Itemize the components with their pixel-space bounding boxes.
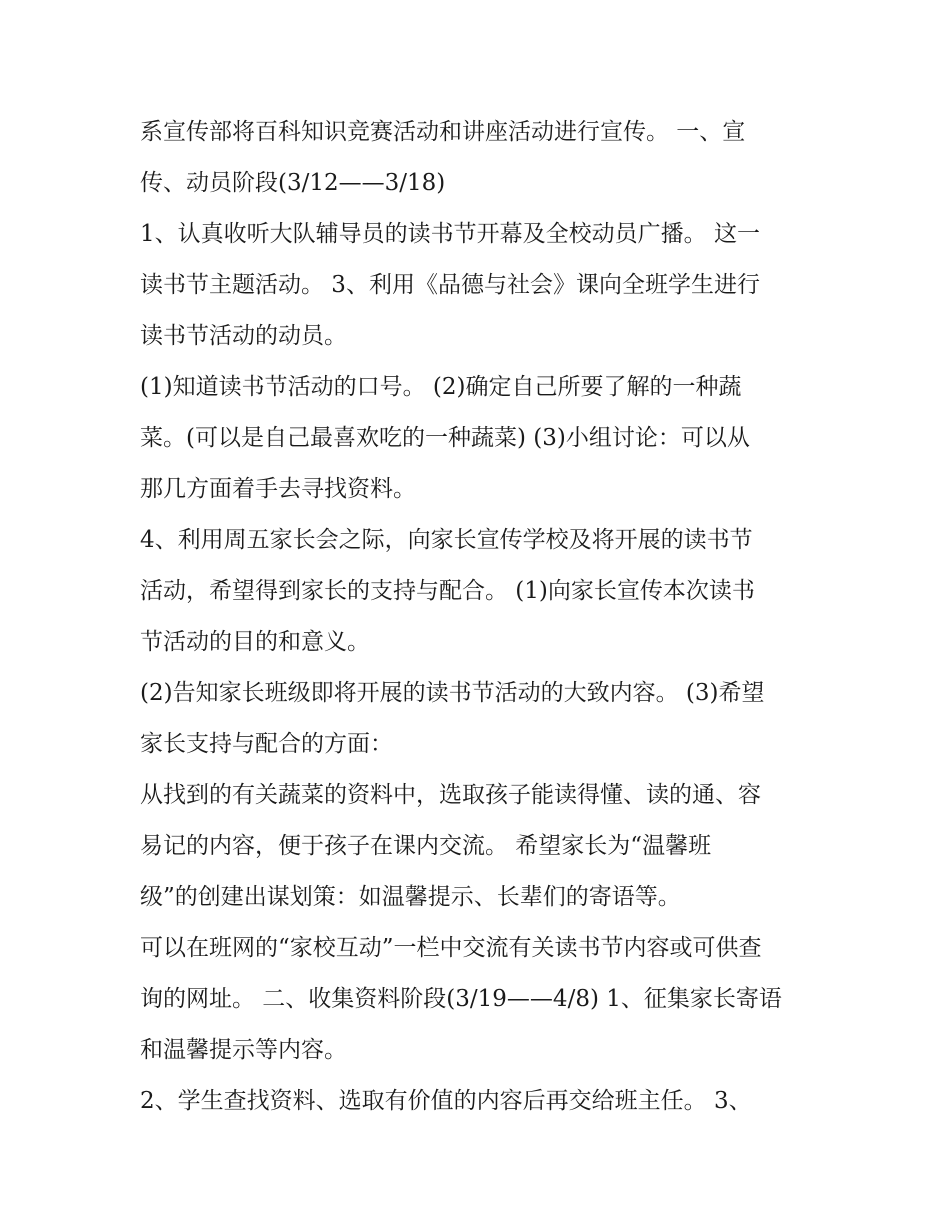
text-line: 可以在班网的“家校互动”一栏中交流有关读书节内容或可供查 bbox=[140, 935, 762, 961]
document-body bbox=[140, 107, 820, 1127]
text-line: 那几方面着手去寻找资料。 bbox=[140, 476, 416, 502]
text-line: 读书节主题活动。 3、利用《品德与社会》课向全班学生进行 bbox=[140, 272, 760, 298]
text-line: (1)知道读书节活动的口号。 (2)确定自己所要了解的一种蔬 bbox=[140, 374, 742, 400]
text-line: 家长支持与配合的方面： bbox=[140, 731, 393, 757]
text-line: 从找到的有关蔬菜的资料中，选取孩子能读得懂、读的通、容 bbox=[140, 782, 761, 808]
text-line: 4、利用周五家长会之际，向家长宣传学校及将开展的读书节 bbox=[140, 527, 753, 553]
text-line: 系宣传部将百科知识竞赛活动和讲座活动进行宣传。 一、宣 bbox=[140, 119, 746, 145]
text-line: 活动，希望得到家长的支持与配合。 (1)向家长宣传本次读书 bbox=[140, 578, 755, 604]
text-line: 询的网址。 二、收集资料阶段(3/19——4/8) 1、征集家长寄语 bbox=[140, 986, 782, 1012]
text-line: 菜。(可以是自己最喜欢吃的一种蔬菜) (3)小组讨论：可以从 bbox=[140, 425, 750, 451]
text-line: 级”的创建出谋划策：如温馨提示、长辈们的寄语等。 bbox=[140, 884, 681, 910]
text-line: 节活动的目的和意义。 bbox=[140, 629, 370, 655]
text-line: 传、动员阶段(3/12——3/18) bbox=[140, 170, 446, 196]
text-line: (2)告知家长班级即将开展的读书节活动的大致内容。 (3)希望 bbox=[140, 680, 765, 706]
text-line: 易记的内容，便于孩子在课内交流。 希望家长为“温馨班 bbox=[140, 833, 712, 859]
text-line: 读书节活动的动员。 bbox=[140, 323, 347, 349]
text-line: 和温馨提示等内容。 bbox=[140, 1037, 347, 1063]
text-line: 2、学生查找资料、选取有价值的内容后再交给班主任。 3、 bbox=[140, 1088, 752, 1114]
text-line: 1、认真收听大队辅导员的读书节开幕及全校动员广播。 这一 bbox=[140, 221, 760, 247]
